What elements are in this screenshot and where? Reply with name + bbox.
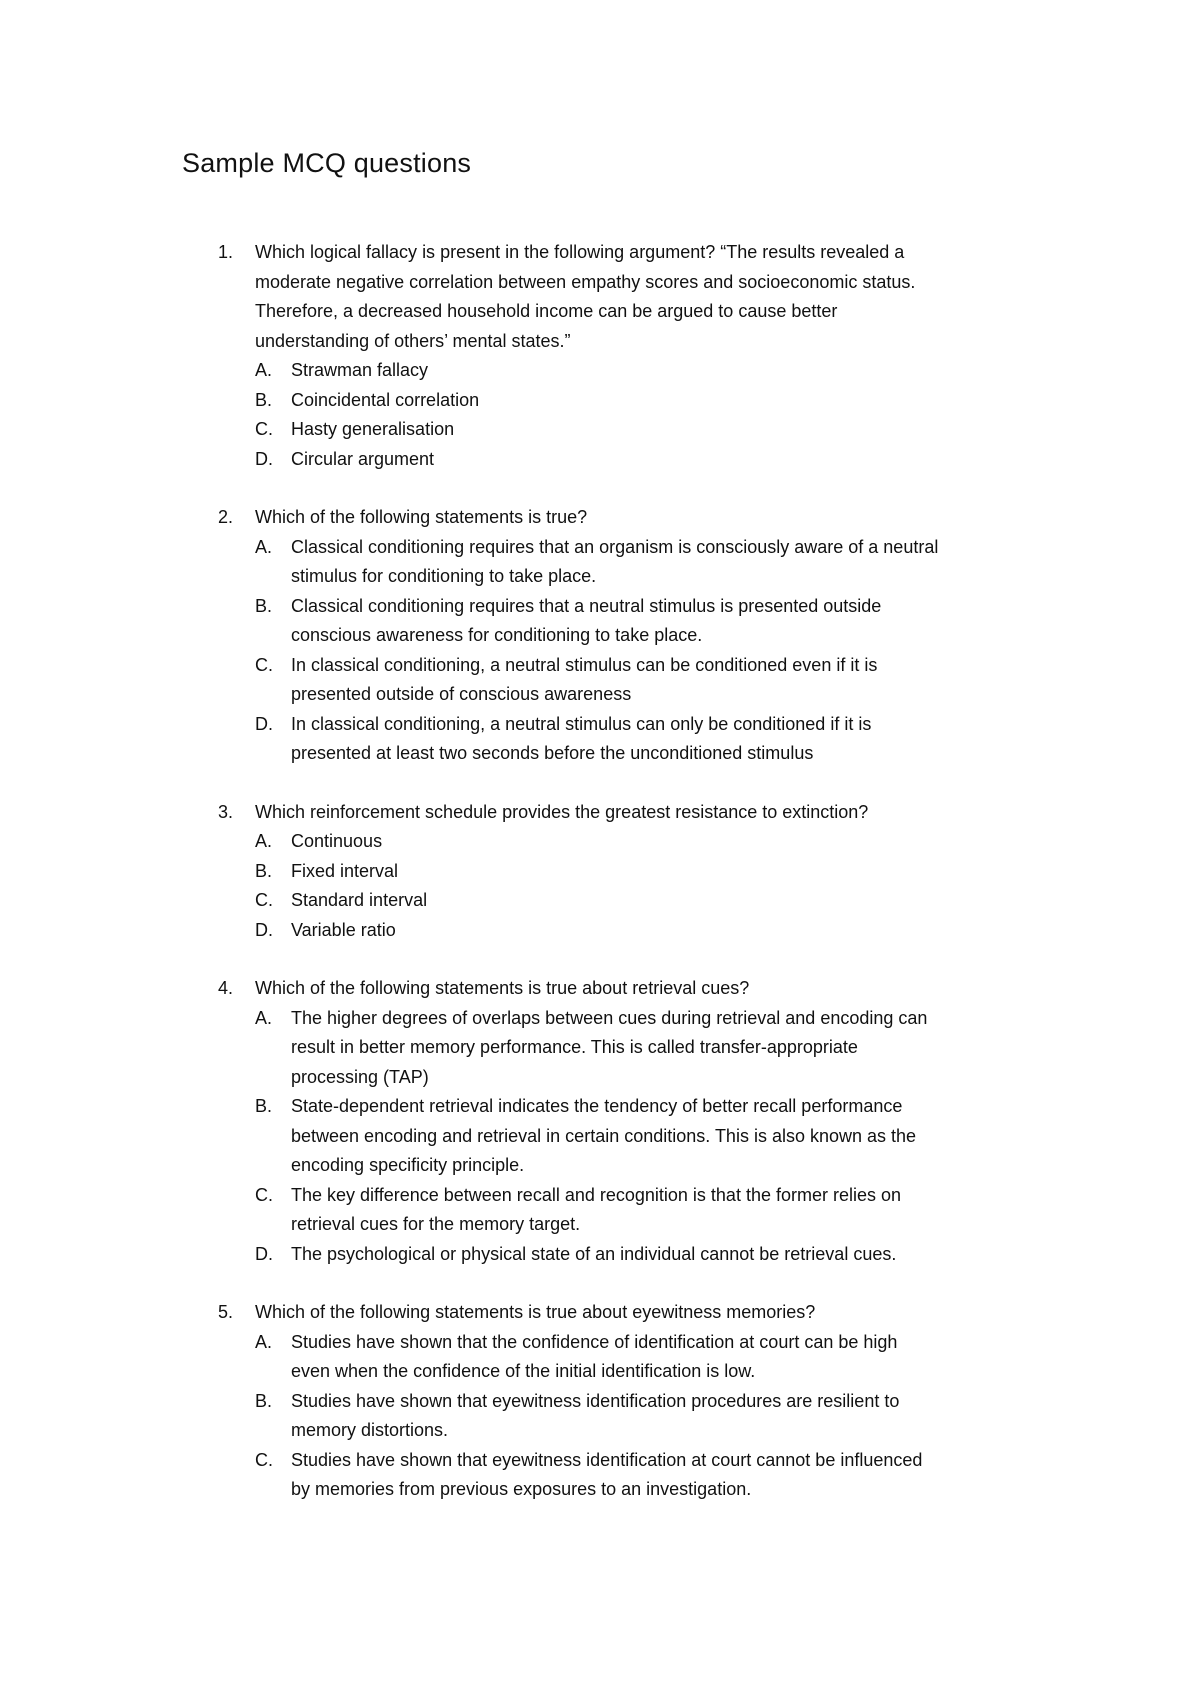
question-number: 3. <box>218 801 234 822</box>
option-item <box>0 1446 1200 1505</box>
option-letter: C. <box>255 1184 273 1205</box>
option-item <box>0 857 1200 887</box>
question-number: 5. <box>218 1302 234 1322</box>
option-item <box>0 886 1200 916</box>
option-letter: A. <box>255 536 273 557</box>
option-item <box>0 415 1200 445</box>
option-item <box>0 386 1200 416</box>
option-item <box>0 710 1200 769</box>
question-1 <box>0 238 1200 474</box>
option-list <box>0 533 1200 769</box>
option-list <box>0 1328 1200 1505</box>
option-item <box>0 592 1200 651</box>
option-text: In classical conditioning, a neutral stimulus can be conditioned even if it is presented outside of conscious awareness <box>291 654 878 704</box>
option-letter: D. <box>255 448 273 469</box>
question-text: Which logical fallacy is present in the following argument? “The results revealed a moderate negative correlation between empathy scores and socioeconomic status. Therefore, a decreased household income can be argued to cause better understanding of others’ mental states.” <box>255 242 916 351</box>
option-letter: B. <box>255 595 273 616</box>
option-item <box>0 827 1200 857</box>
option-text: Studies have shown that eyewitness identification procedures are resilient to memory distortions. <box>291 1390 900 1440</box>
option-letter: B. <box>255 389 273 410</box>
option-letter: D. <box>255 919 273 940</box>
option-text: In classical conditioning, a neutral stimulus can only be conditioned if it is presented at least two seconds before the unconditioned stimulus <box>291 713 872 763</box>
option-text: State-dependent retrieval indicates the tendency of better recall performance between encoding and retrieval in certain conditions. This is also known as the encoding specificity principle. <box>291 1096 917 1175</box>
option-item <box>0 1328 1200 1387</box>
option-text: The higher degrees of overlaps between cues during retrieval and encoding can result in better memory performance. This is called transfer-appropriate processing (TAP) <box>291 1007 928 1087</box>
option-letter: A. <box>255 360 273 380</box>
question-2 <box>0 503 1200 769</box>
option-list <box>0 356 1200 474</box>
question-number: 2. <box>218 507 234 527</box>
option-text: Continuous <box>291 831 383 851</box>
option-text: Studies have shown that eyewitness identification at court cannot be influenced by memories from previous exposures to an investigation. <box>291 1449 923 1499</box>
option-text: Studies have shown that the confidence of identification at court can be high even when the confidence of the initial identification is low. <box>291 1331 898 1381</box>
option-letter: B. <box>255 1096 273 1116</box>
question-4 <box>0 974 1200 1269</box>
option-list <box>0 1004 1200 1270</box>
option-text: Standard interval <box>291 890 428 910</box>
question-text: Which of the following statements is true about retrieval cues? <box>255 978 750 998</box>
option-item <box>0 1387 1200 1446</box>
option-text: Circular argument <box>291 448 435 469</box>
option-text: Classical conditioning requires that a neutral stimulus is presented outside conscious awareness for conditioning to take place. <box>291 595 882 645</box>
option-text: Strawman fallacy <box>291 360 429 380</box>
option-item <box>0 1181 1200 1240</box>
option-letter: A. <box>255 831 273 851</box>
question-text: Which reinforcement schedule provides the greatest resistance to extinction? <box>255 801 869 822</box>
option-text: Hasty generalisation <box>291 419 455 439</box>
option-letter: C. <box>255 419 273 439</box>
question-list <box>0 238 1200 1534</box>
option-item <box>0 916 1200 946</box>
page-title: Sample MCQ questions <box>182 148 472 178</box>
option-letter: B. <box>255 1390 273 1411</box>
option-letter: B. <box>255 860 273 881</box>
option-item <box>0 356 1200 386</box>
option-letter: A. <box>255 1331 273 1352</box>
option-list <box>0 827 1200 945</box>
option-item <box>0 1240 1200 1270</box>
question-number: 1. <box>218 242 234 262</box>
question-text: Which of the following statements is true? <box>255 507 588 527</box>
option-text: Fixed interval <box>291 860 399 881</box>
option-text: Variable ratio <box>291 919 396 940</box>
option-item <box>0 533 1200 592</box>
option-item <box>0 445 1200 475</box>
option-letter: D. <box>255 1243 273 1264</box>
option-item <box>0 1004 1200 1093</box>
question-3 <box>0 798 1200 946</box>
option-text: Classical conditioning requires that an organism is consciously aware of a neutral stimulus for conditioning to take place. <box>291 536 939 586</box>
option-item <box>0 651 1200 710</box>
option-text: The key difference between recall and recognition is that the former relies on retrieval cues for the memory target. <box>291 1184 902 1234</box>
option-letter: A. <box>255 1007 273 1028</box>
question-text: Which of the following statements is true about eyewitness memories? <box>255 1302 816 1322</box>
option-text: Coincidental correlation <box>291 389 480 410</box>
option-letter: C. <box>255 654 273 675</box>
option-item <box>0 1092 1200 1181</box>
question-number: 4. <box>218 978 234 998</box>
option-text: The psychological or physical state of an individual cannot be retrieval cues. <box>291 1243 897 1264</box>
option-letter: D. <box>255 713 273 734</box>
option-letter: C. <box>255 890 273 910</box>
option-letter: C. <box>255 1449 273 1470</box>
question-5 <box>0 1298 1200 1505</box>
